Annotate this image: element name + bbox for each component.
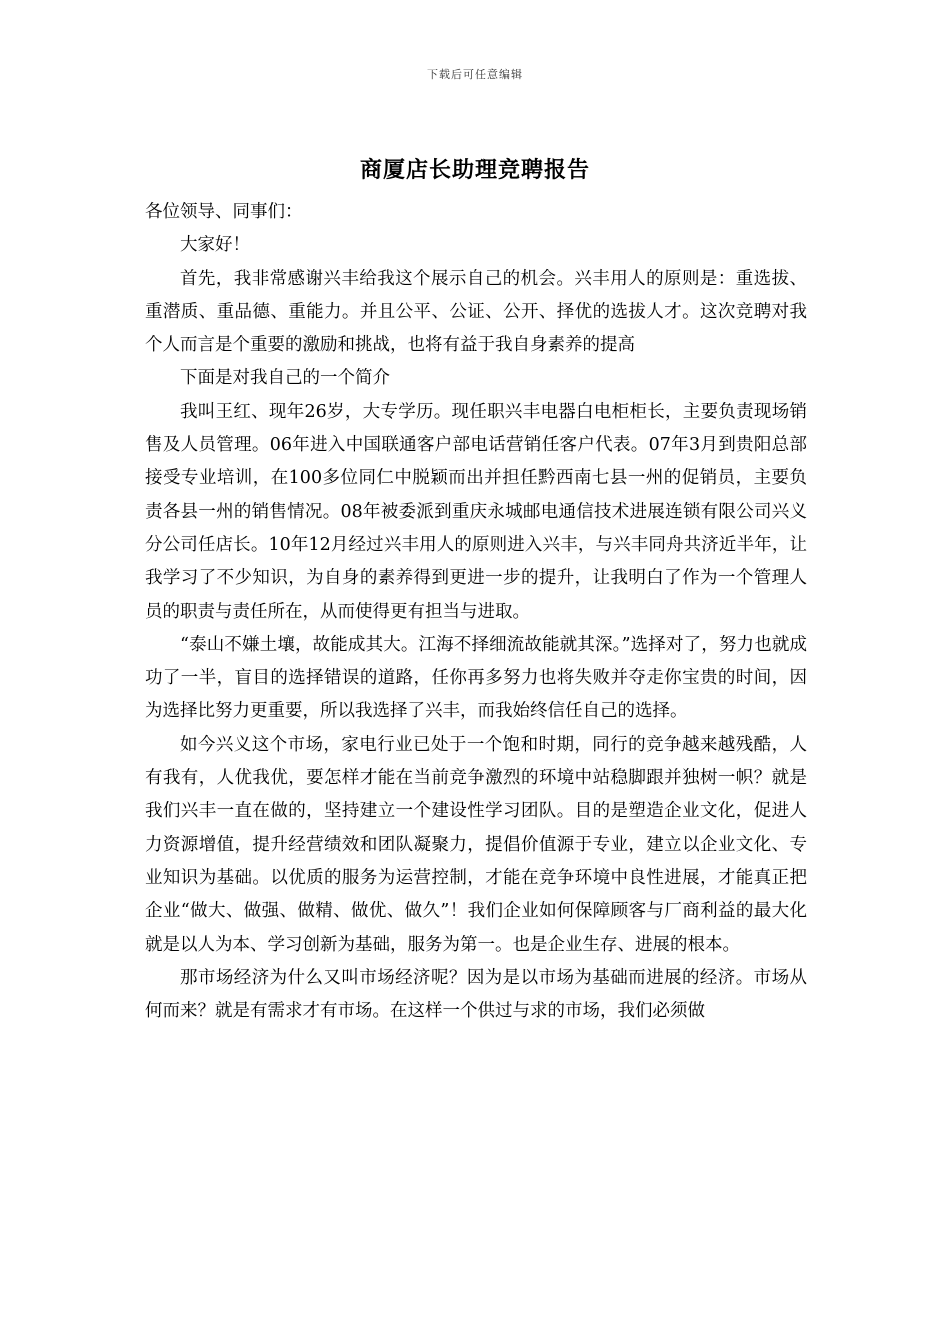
- greeting: 大家好！: [180, 235, 250, 256]
- paragraph: 如今兴义这个市场，家电行业已处于一个饱和时期，同行的竞争越来越残酷，人有我有，人优我优，要怎样才能在当前竞争激烈的环境中站稳脚跟并独树一帜？就是我们兴丰一直在做的，坚持建立一个建设性学习团队。目的是塑造企业文化，促进人力资源增值，提升经营绩效和团队凝聚力，提倡价值源于专业，建立以企业文化、专业知识为基础。以优质的服务为运营控制，才能在竞争环境中良性进展，才能真正把企业“做大、做强、做精、做优、做久”！我们企业如何保障顾客与厂商利益的最大化就是以人为本、学习创新为基础，服务为第一。也是企业生存、进展的根本。: [145, 734, 807, 955]
- paragraph: 首先，我非常感谢兴丰给我这个展示自己的机会。兴丰用人的原则是：重选拔、重潜质、重品德、重能力。并且公平、公证、公开、择优的选拔人才。这次竞聘对我个人而言是个重要的激励和挑战，也将有益于我自身素养的提高: [145, 268, 807, 356]
- document-title: 商厦店长助理竞聘报告: [359, 157, 590, 183]
- document-body: [145, 196, 807, 1028]
- header-note: 下载后可任意编辑: [427, 68, 523, 81]
- paragraph: 那市场经济为什么又叫市场经济呢？因为是以市场为基础而进展的经济。市场从何而来？就是有需求才有市场。在这样一个供过与求的市场，我们必须做: [145, 967, 807, 1022]
- paragraph: 下面是对我自己的一个简介: [180, 368, 390, 389]
- paragraph: 我叫王红、现年26岁，大专学历。现任职兴丰电器白电柜柜长，主要负责现场销售及人员管理。06年进入中国联通客户部电话营销任客户代表。07年3月到贵阳总部接受专业培训，在100多位同仁中脱颖而出并担任黔西南七县一州的促销员，主要负责各县一州的销售情况。08年被委派到重庆永城邮电通信技术进展连锁有限公司兴义分公司任店长。10年12月经过兴丰用人的原则进入兴丰，与兴丰同舟共济近半年，让我学习了不少知识，为自身的素养得到更进一步的提升，让我明白了作为一个管理人员的职责与责任所在，从而使得更有担当与进取。: [145, 401, 807, 622]
- salutation: 各位领导、同事们：: [145, 202, 303, 222]
- paragraph: “泰山不嫌土壤，故能成其大。江海不择细流故能就其深。”选择对了，努力也就成功了一半，盲目的选择错误的道路，任你再多努力也将失败并夺走你宝贵的时间，因为选择比努力更重要，所以我选择了兴丰，而我始终信任自己的选择。: [145, 634, 807, 722]
